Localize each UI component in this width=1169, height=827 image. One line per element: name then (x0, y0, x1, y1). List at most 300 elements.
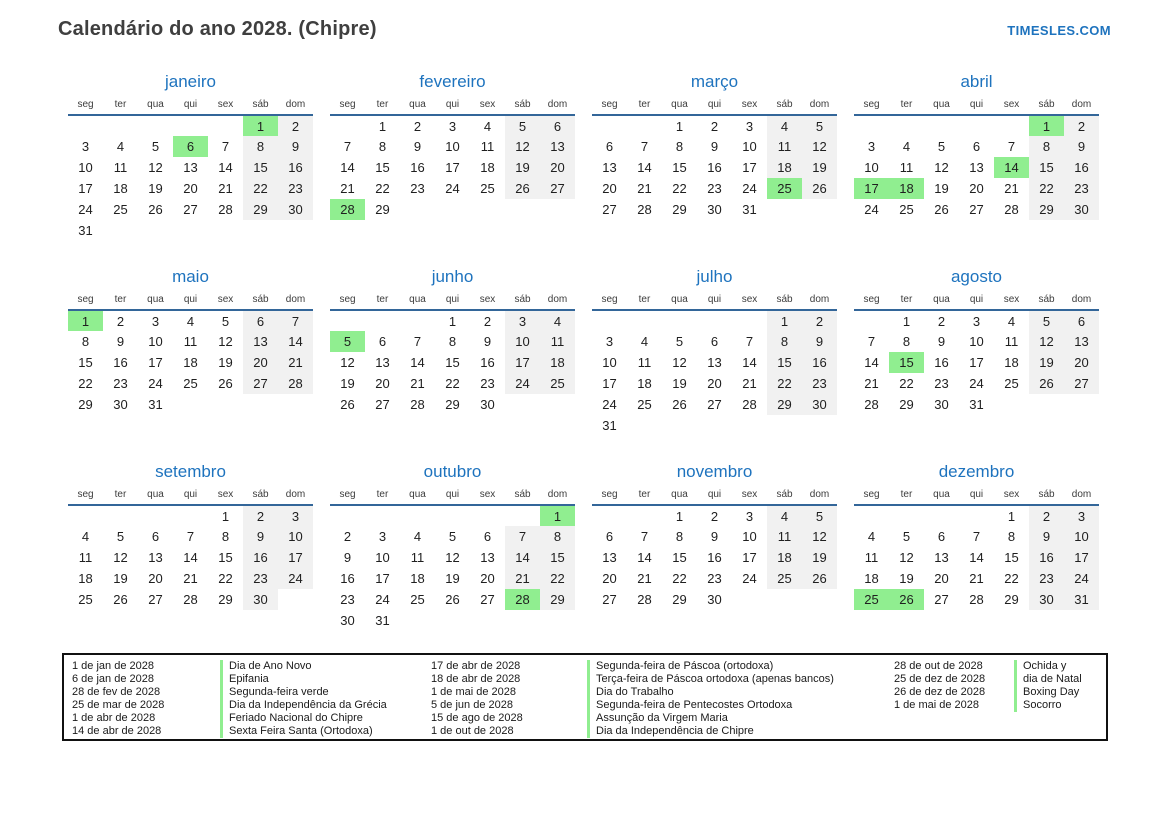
weekday-header: sáb (767, 99, 802, 115)
legend-date: 25 de mar de 2028 (72, 699, 165, 711)
calendar-day: 30 (707, 202, 722, 217)
calendar-day: 20 (375, 376, 390, 391)
empty-cell (435, 505, 470, 526)
calendar-day: 1 (1029, 115, 1064, 136)
weekday-header: seg (592, 489, 627, 505)
calendar-day: 21 (410, 376, 425, 391)
calendar-day: 7 (640, 529, 649, 544)
calendar-day: 23 (340, 592, 355, 607)
calendar-day: 17 (602, 376, 617, 391)
month-novembro (592, 460, 837, 655)
calendar-day: 25 (480, 181, 495, 196)
empty-cell (470, 199, 505, 220)
legend-date: 17 de abr de 2028 (431, 660, 521, 672)
calendar-day: 16 (1029, 547, 1064, 568)
weekday-header: seg (68, 294, 103, 310)
calendar-day: 11 (767, 526, 802, 547)
calendar-day: 27 (183, 202, 198, 217)
calendar-day: 1 (675, 118, 684, 134)
calendar-day: 26 (505, 178, 540, 199)
empty-cell (697, 310, 732, 331)
calendar-day: 12 (672, 355, 687, 370)
calendar-day: 29 (767, 394, 802, 415)
calendar-day: 2 (343, 529, 352, 544)
legend-date: 18 de abr de 2028 (431, 673, 521, 685)
calendar-day: 12 (340, 355, 355, 370)
calendar-day: 20 (602, 181, 617, 196)
calendar-day: 15 (218, 550, 233, 565)
calendar-day: 12 (802, 526, 837, 547)
legend-date: 1 de out de 2028 (431, 725, 514, 737)
calendar-day: 4 (116, 139, 125, 154)
calendar-day: 9 (413, 139, 422, 154)
calendar-day: 21 (1004, 181, 1019, 196)
calendar-day: 14 (505, 547, 540, 568)
calendar-day: 14 (340, 160, 355, 175)
calendar-day: 16 (707, 550, 722, 565)
weekday-header: ter (103, 294, 138, 310)
calendar-day: 14 (994, 157, 1029, 178)
month-title: julho (696, 267, 733, 286)
month-outubro (330, 460, 575, 655)
calendar-day: 21 (340, 181, 355, 196)
empty-cell (173, 220, 208, 241)
weekday-header: sex (470, 489, 505, 505)
month-title: setembro (155, 462, 226, 481)
calendar-day: 21 (864, 376, 879, 391)
calendar-day: 27 (1064, 373, 1099, 394)
calendar-day: 23 (707, 181, 722, 196)
weekday-header: sáb (243, 489, 278, 505)
month-junho (330, 265, 575, 460)
empty-cell (243, 394, 278, 415)
calendar-day: 7 (1007, 139, 1016, 154)
empty-cell (208, 394, 243, 415)
weekday-header: seg (854, 489, 889, 505)
calendar-day: 9 (278, 136, 313, 157)
calendar-day: 24 (1064, 568, 1099, 589)
calendar-day: 11 (183, 334, 198, 349)
calendar-day: 3 (448, 118, 457, 134)
calendar-day: 11 (899, 160, 914, 175)
calendar-day: 23 (707, 571, 722, 586)
empty-cell (662, 310, 697, 331)
calendar-day: 28 (1004, 202, 1019, 217)
weekday-header: qua (662, 489, 697, 505)
calendar-day: 25 (78, 592, 93, 607)
calendar-day: 22 (672, 571, 687, 586)
calendar-day: 16 (480, 355, 495, 370)
legend-row (72, 712, 431, 725)
weekday-header: sex (994, 489, 1029, 505)
calendar-day: 8 (243, 136, 278, 157)
calendar-day: 7 (186, 529, 195, 544)
calendar-day: 24 (742, 181, 757, 196)
legend-date: 5 de jun de 2028 (431, 699, 513, 711)
calendar-day: 13 (602, 550, 617, 565)
calendar-day: 1 (243, 115, 278, 136)
calendar-day: 14 (864, 355, 879, 370)
calendar-day: 1 (675, 508, 684, 524)
calendar-day: 6 (605, 529, 614, 544)
calendar-day: 31 (602, 418, 617, 433)
legend-row (431, 699, 894, 712)
calendar-day: 3 (278, 505, 313, 526)
site-link[interactable]: TIMESLES.COM (1007, 23, 1111, 38)
calendar-day: 20 (934, 571, 949, 586)
calendar-day: 29 (672, 592, 687, 607)
calendar-day: 7 (278, 310, 313, 331)
calendar-day: 4 (413, 529, 422, 544)
weekday-header: ter (889, 294, 924, 310)
calendar-day: 27 (540, 178, 575, 199)
calendar-day: 27 (148, 592, 163, 607)
weekday-header: seg (592, 99, 627, 115)
calendar-day: 13 (1064, 331, 1099, 352)
month-setembro (68, 460, 313, 655)
calendar-day: 6 (540, 115, 575, 136)
empty-cell (924, 115, 959, 136)
calendar-day: 10 (602, 355, 617, 370)
calendar-day: 30 (707, 592, 722, 607)
legend-holiday-name: Dia de Ano Novo (220, 660, 431, 673)
calendar-day: 23 (1064, 178, 1099, 199)
empty-cell (330, 115, 365, 136)
weekday-header: qui (697, 489, 732, 505)
calendar-day: 19 (672, 376, 687, 391)
calendar-day: 15 (445, 355, 460, 370)
calendar-day: 28 (637, 202, 652, 217)
calendar-day: 1 (767, 310, 802, 331)
calendar-day: 3 (81, 139, 90, 154)
calendar-day: 2 (413, 118, 422, 134)
calendar-day: 24 (445, 181, 460, 196)
weekday-header: ter (365, 99, 400, 115)
legend-row (894, 686, 1109, 699)
calendar-day: 21 (183, 571, 198, 586)
empty-cell (505, 394, 540, 415)
month-title: junho (431, 267, 474, 286)
calendar-day: 9 (116, 334, 125, 349)
empty-cell (1064, 394, 1099, 415)
weekday-header: dom (540, 294, 575, 310)
calendar-day: 16 (707, 160, 722, 175)
legend-holiday-name: Socorro (1014, 699, 1109, 712)
calendar-day: 28 (218, 202, 233, 217)
calendar-day: 21 (742, 376, 757, 391)
calendar-day: 24 (969, 376, 984, 391)
weekday-header: dom (1064, 489, 1099, 505)
calendar-day: 15 (78, 355, 93, 370)
calendar-day: 8 (221, 529, 230, 544)
weekday-header: seg (68, 99, 103, 115)
calendar-day: 9 (343, 550, 352, 565)
month-title: dezembro (938, 462, 1015, 481)
calendar-day: 8 (675, 139, 684, 154)
empty-cell (173, 505, 208, 526)
legend-date: 1 de jan de 2028 (72, 660, 154, 672)
calendar-day: 10 (445, 139, 460, 154)
calendar-day: 16 (278, 157, 313, 178)
month-fevereiro (330, 70, 575, 265)
calendar-day: 18 (410, 571, 425, 586)
calendar-day: 28 (969, 592, 984, 607)
calendar-day: 4 (483, 118, 492, 134)
calendar-day: 20 (969, 181, 984, 196)
calendar-day: 9 (802, 331, 837, 352)
empty-cell (173, 115, 208, 136)
calendar-day: 7 (343, 139, 352, 154)
weekday-header: sex (994, 99, 1029, 115)
calendar-day: 7 (221, 139, 230, 154)
calendar-day: 30 (480, 397, 495, 412)
calendar-day: 12 (113, 550, 128, 565)
empty-cell (592, 505, 627, 526)
legend-date: 1 de abr de 2028 (72, 712, 156, 724)
weekday-header: qui (697, 99, 732, 115)
calendar-day: 14 (637, 550, 652, 565)
empty-cell (365, 505, 400, 526)
legend-date: 28 de fev de 2028 (72, 686, 161, 698)
legend-holiday-name: Segunda-feira de Pentecostes Ortodoxa (587, 699, 894, 712)
empty-cell (103, 505, 138, 526)
calendar-day: 13 (707, 355, 722, 370)
calendar-day: 25 (854, 589, 889, 610)
calendar-day: 4 (186, 313, 195, 329)
calendar-day: 12 (218, 334, 233, 349)
calendar-day: 6 (151, 529, 160, 544)
calendar-day: 3 (745, 118, 754, 134)
empty-cell (802, 199, 837, 220)
month-title: outubro (423, 462, 482, 481)
calendar-day: 3 (1064, 505, 1099, 526)
calendar-day: 4 (767, 115, 802, 136)
weekday-header: dom (540, 489, 575, 505)
legend-date: 25 de dez de 2028 (894, 673, 986, 685)
legend-row (431, 660, 894, 673)
calendar-day: 14 (278, 331, 313, 352)
calendar-day: 13 (602, 160, 617, 175)
calendar-day: 9 (1064, 136, 1099, 157)
empty-cell (400, 199, 435, 220)
calendar-day: 5 (505, 115, 540, 136)
calendar-day: 19 (899, 571, 914, 586)
calendar-day: 16 (802, 352, 837, 373)
calendar-day: 15 (375, 160, 390, 175)
calendar-day: 8 (675, 529, 684, 544)
calendar-day: 7 (745, 334, 754, 349)
calendar-day: 20 (1064, 352, 1099, 373)
weekday-header: sáb (1029, 99, 1064, 115)
legend-row (894, 699, 1109, 712)
empty-cell (854, 505, 889, 526)
calendar-day: 18 (767, 547, 802, 568)
calendar-day: 26 (445, 592, 460, 607)
calendar-day: 18 (540, 352, 575, 373)
calendar-day: 26 (802, 178, 837, 199)
legend-row (431, 712, 894, 725)
calendar-day: 30 (243, 589, 278, 610)
calendar-day: 21 (637, 181, 652, 196)
calendar-day: 21 (637, 571, 652, 586)
calendar-day: 16 (340, 571, 355, 586)
calendar-day: 22 (375, 181, 390, 196)
calendar-day: 29 (445, 397, 460, 412)
calendar-day: 6 (937, 529, 946, 544)
calendar-day: 10 (969, 334, 984, 349)
empty-cell (365, 310, 400, 331)
month-title: fevereiro (419, 72, 486, 91)
calendar-day: 31 (742, 202, 757, 217)
calendar-day: 13 (243, 331, 278, 352)
calendar-day: 1 (902, 313, 911, 329)
calendar-day: 29 (375, 202, 390, 217)
weekday-header: dom (802, 99, 837, 115)
calendar-day: 20 (602, 571, 617, 586)
calendar-day: 27 (375, 397, 390, 412)
calendar-day: 25 (1004, 376, 1019, 391)
calendar-day: 3 (972, 313, 981, 329)
calendar-day: 25 (410, 592, 425, 607)
calendar-day: 29 (540, 589, 575, 610)
calendar-day: 13 (969, 160, 984, 175)
calendar-day: 2 (937, 313, 946, 329)
calendar-day: 4 (767, 505, 802, 526)
calendar-day: 23 (1029, 568, 1064, 589)
weekday-header: sex (732, 489, 767, 505)
calendar-day: 3 (151, 313, 160, 329)
weekday-header: ter (365, 489, 400, 505)
weekday-header: qui (435, 489, 470, 505)
weekday-header: seg (592, 294, 627, 310)
calendar-day: 24 (602, 397, 617, 412)
empty-cell (994, 115, 1029, 136)
empty-cell (505, 505, 540, 526)
calendar-day: 18 (864, 571, 879, 586)
legend-row (72, 725, 431, 738)
empty-cell (103, 115, 138, 136)
legend-holiday-name: Boxing Day (1014, 686, 1109, 699)
calendar-day: 24 (278, 568, 313, 589)
calendar-day: 1 (221, 508, 230, 524)
weekday-header: dom (278, 99, 313, 115)
calendar-day: 1 (378, 118, 387, 134)
calendar-day: 5 (330, 331, 365, 352)
legend-holiday-name: dia de Natal (1014, 673, 1109, 686)
weekday-header: dom (278, 294, 313, 310)
legend-holiday-name: Segunda-feira de Páscoa (ortodoxa) (587, 660, 894, 673)
calendar-day: 19 (1029, 352, 1064, 373)
empty-cell (68, 505, 103, 526)
empty-cell (208, 220, 243, 241)
calendar-day: 20 (707, 376, 722, 391)
empty-cell (278, 394, 313, 415)
calendar-day: 30 (1029, 589, 1064, 610)
empty-cell (138, 220, 173, 241)
weekday-header: qui (435, 99, 470, 115)
legend-holiday-name: Assunção da Virgem Maria (587, 712, 894, 725)
calendar-day: 12 (934, 160, 949, 175)
weekday-header: dom (1064, 99, 1099, 115)
empty-cell (138, 505, 173, 526)
calendar-day: 17 (742, 550, 757, 565)
legend-date: 1 de mai de 2028 (894, 699, 980, 711)
legend-row (72, 686, 431, 699)
calendar-day: 24 (148, 376, 163, 391)
calendar-day: 11 (78, 550, 93, 565)
calendar-day: 2 (710, 508, 719, 524)
calendar-day: 20 (243, 352, 278, 373)
weekday-header: qua (924, 489, 959, 505)
calendar-day: 23 (802, 373, 837, 394)
calendar-day: 5 (802, 115, 837, 136)
calendar-day: 31 (375, 613, 390, 628)
weekday-header: sáb (767, 294, 802, 310)
calendar-day: 10 (864, 160, 879, 175)
calendar-day: 7 (505, 526, 540, 547)
calendar-day: 30 (934, 397, 949, 412)
empty-cell (540, 394, 575, 415)
calendar-day: 19 (113, 571, 128, 586)
calendar-day: 6 (378, 334, 387, 349)
empty-cell (435, 199, 470, 220)
month-abril (854, 70, 1099, 265)
calendar-day: 23 (480, 376, 495, 391)
calendar-day: 5 (221, 313, 230, 329)
empty-cell (767, 415, 802, 436)
weekday-header: sáb (1029, 489, 1064, 505)
calendar-day: 27 (934, 592, 949, 607)
calendar-day: 24 (742, 571, 757, 586)
legend-row (72, 673, 431, 686)
calendar-day: 16 (113, 355, 128, 370)
calendar-day: 11 (767, 136, 802, 157)
weekday-header: qua (662, 99, 697, 115)
empty-cell (540, 199, 575, 220)
weekday-header: sex (470, 294, 505, 310)
calendar-day: 7 (867, 334, 876, 349)
calendar-day: 19 (340, 376, 355, 391)
calendar-day: 22 (243, 178, 278, 199)
weekday-header: qui (173, 294, 208, 310)
calendar-day: 22 (672, 181, 687, 196)
calendar-day: 11 (410, 550, 425, 565)
months-grid (68, 70, 1101, 655)
calendar-day: 26 (934, 202, 949, 217)
calendar-day: 31 (969, 397, 984, 412)
empty-cell (627, 115, 662, 136)
month-março (592, 70, 837, 265)
calendar-day: 13 (375, 355, 390, 370)
weekday-header: ter (365, 294, 400, 310)
calendar-day: 14 (637, 160, 652, 175)
calendar-day: 27 (480, 592, 495, 607)
calendar-day: 14 (969, 550, 984, 565)
weekday-header: ter (627, 99, 662, 115)
calendar-day: 23 (113, 376, 128, 391)
calendar-day: 18 (480, 160, 495, 175)
calendar-day: 17 (78, 181, 93, 196)
weekday-header: sáb (243, 294, 278, 310)
calendar-day: 4 (81, 529, 90, 544)
calendar-day: 23 (278, 178, 313, 199)
calendar-day: 20 (480, 571, 495, 586)
empty-cell (994, 394, 1029, 415)
empty-cell (470, 505, 505, 526)
calendar-day: 29 (218, 592, 233, 607)
calendar-day: 4 (902, 139, 911, 154)
calendar-day: 15 (540, 547, 575, 568)
